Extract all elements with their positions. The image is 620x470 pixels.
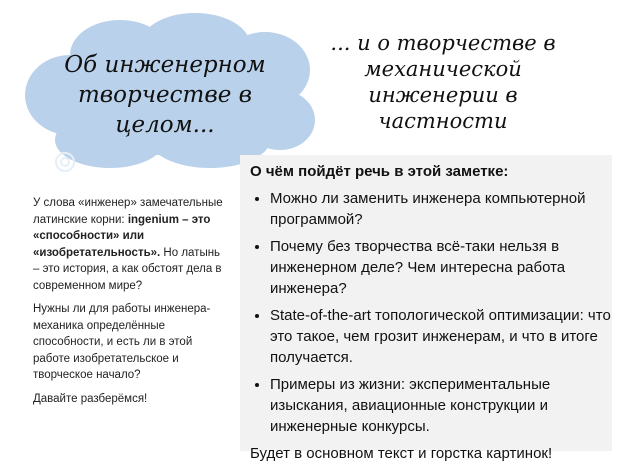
intro-text bbox=[33, 195, 223, 414]
intro-bold-text: ingenium – это «способности» или «изобретательность». bbox=[33, 213, 211, 259]
list-item: • Почему без творчества всё-таки нельзя в инженерном деле? Чем интересна работа инженера? bbox=[270, 236, 612, 299]
subtitle: ... и о творчестве в механической инженерии в частности bbox=[330, 31, 556, 133]
list-item: • Можно ли заменить инженера компьютерной программой? bbox=[270, 188, 612, 230]
list-item: • State-of-the-art топологической оптимизации: что это такое, чем грозит инженерам, и что в итоге получается. bbox=[270, 305, 612, 368]
intro-text-part: Но латынь – это история, а как обстоят дела в современном мире? bbox=[33, 246, 222, 292]
intro-paragraph-2: Нужны ли для работы инженера-механика определённые способности, и есть ли в этой работе изобретательское и творческое начало? bbox=[33, 303, 211, 381]
intro-paragraph-1 bbox=[33, 195, 223, 294]
contents-footer: Будет в основном текст и горстка картинок! bbox=[250, 445, 553, 462]
contents-heading: О чём пойдёт речь в этой заметке: bbox=[250, 163, 509, 180]
list-item: • Примеры из жизни: экспериментальные изыскания, авиационные конструкции и инженерные конкурсы. bbox=[270, 374, 612, 437]
intro-text-part: У слова «инженер» замечательные латинские корни: bbox=[33, 197, 223, 226]
contents-list bbox=[240, 188, 612, 437]
intro-paragraph-3: Давайте разберёмся! bbox=[33, 392, 148, 405]
cloud-title: Об инженерном творчестве в целом... bbox=[64, 52, 266, 138]
contents-box bbox=[240, 155, 612, 462]
